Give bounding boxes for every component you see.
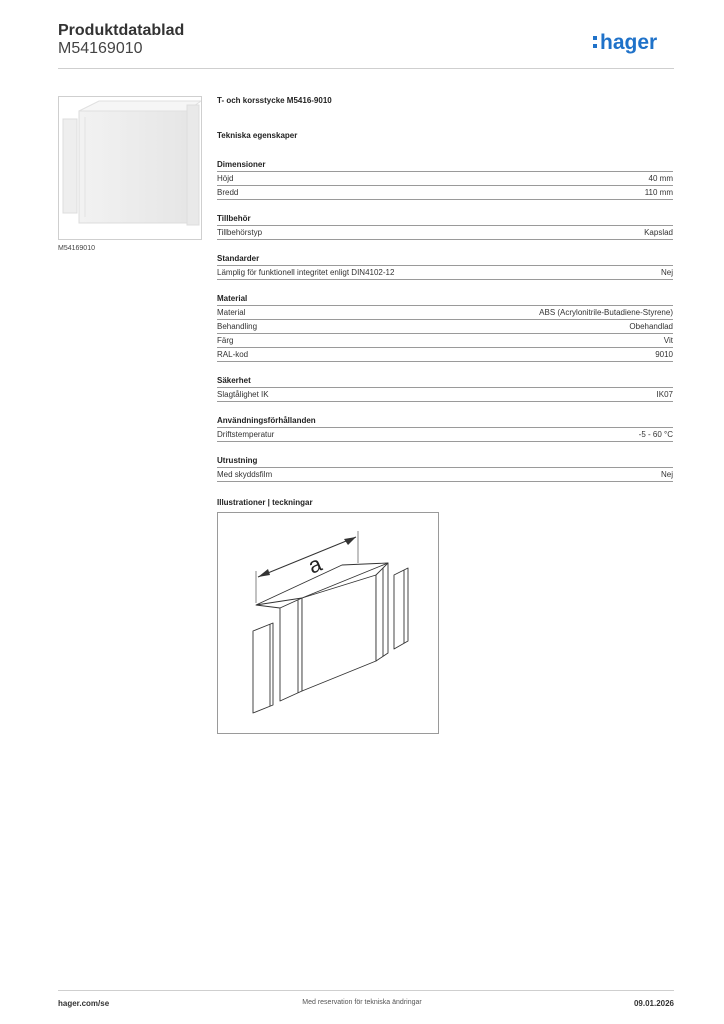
row-value: Vit	[663, 336, 673, 345]
row-label: Färg	[217, 336, 234, 345]
section-dimensions	[217, 159, 673, 200]
row-value: 40 mm	[648, 174, 673, 183]
row-label: Driftstemperatur	[217, 430, 275, 439]
section-material	[217, 293, 673, 362]
footer-divider	[58, 990, 674, 991]
section-title: Säkerhet	[217, 375, 673, 388]
section-standards	[217, 253, 673, 280]
row-label: Lämplig för funktionell integritet enligt DIN4102-12	[217, 268, 395, 277]
table-row	[217, 172, 673, 186]
row-label: Material	[217, 308, 246, 317]
table-row	[217, 266, 673, 280]
table-row	[217, 306, 673, 320]
row-value: -5 - 60 °C	[638, 430, 673, 439]
row-label: RAL-kod	[217, 350, 249, 359]
properties-heading: Tekniska egenskaper	[217, 131, 298, 140]
table-row	[217, 320, 673, 334]
row-value: ABS (Acrylonitrile-Butadiene-Styrene)	[539, 308, 673, 317]
product-photo-drawing	[59, 97, 201, 239]
section-operating-conditions	[217, 415, 673, 442]
article-number: M54169010	[58, 40, 143, 57]
product-details	[217, 96, 673, 510]
illustrations-heading: Illustrationer | teckningar	[217, 498, 313, 507]
section-title: Material	[217, 293, 673, 306]
row-value: Nej	[660, 470, 673, 479]
section-title: Utrustning	[217, 455, 673, 468]
row-value: 9010	[655, 350, 673, 359]
row-value: Obehandlad	[629, 322, 673, 331]
dimension-label-a: a	[304, 550, 326, 579]
section-title: Standarder	[217, 253, 673, 266]
section-title: Tillbehör	[217, 213, 673, 226]
section-title: Användningsförhållanden	[217, 415, 673, 428]
table-row	[217, 388, 673, 402]
photo-caption: M54169010	[58, 245, 95, 252]
technical-drawing	[217, 512, 439, 734]
section-equipment	[217, 455, 673, 482]
row-label: Bredd	[217, 188, 239, 197]
table-row	[217, 468, 673, 482]
row-label: Slagtålighet IK	[217, 390, 269, 399]
table-row	[217, 428, 673, 442]
section-safety	[217, 375, 673, 402]
row-label: Med skyddsfilm	[217, 470, 273, 479]
table-row	[217, 226, 673, 240]
footer-disclaimer: Med reservation för tekniska ändringar	[302, 999, 422, 1006]
row-label: Höjd	[217, 174, 234, 183]
product-name: T- och korsstycke M5416-9010	[217, 96, 332, 105]
row-label: Tillbehörstyp	[217, 228, 263, 237]
technical-drawing-svg	[218, 513, 438, 733]
footer-website: hager.com/se	[58, 999, 110, 1008]
row-value: IK07	[656, 390, 673, 399]
row-label: Behandling	[217, 322, 258, 331]
hager-logo	[592, 27, 674, 57]
product-photo	[58, 96, 202, 240]
row-value: Kapslad	[644, 228, 673, 237]
row-value: Nej	[660, 268, 673, 277]
row-value: 110 mm	[644, 188, 673, 197]
section-accessories	[217, 213, 673, 240]
table-row	[217, 334, 673, 348]
section-title: Dimensioner	[217, 159, 673, 172]
table-row	[217, 348, 673, 362]
logo-text: hager	[600, 31, 658, 54]
properties-sections	[217, 159, 673, 482]
document-title: Produktdatablad	[58, 22, 185, 39]
header-divider	[58, 68, 674, 69]
footer-date: 09.01.2026	[633, 999, 674, 1008]
table-row	[217, 186, 673, 200]
